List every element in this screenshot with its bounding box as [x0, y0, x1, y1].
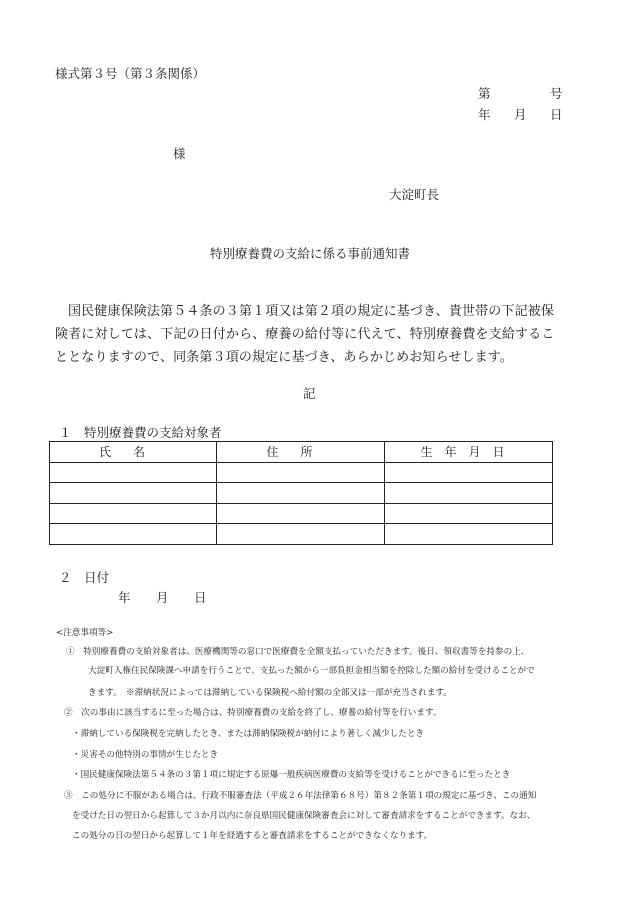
notes-heading: <注意事項等> — [56, 628, 114, 638]
note-line: ・滞納している保険税を完納したとき、または滞納保険税が納付により著しく減少したとき — [72, 729, 425, 739]
doc-number-suffix: 号 — [550, 86, 563, 101]
note-line: 大淀町人権住民保険課へ申請を行うことで、支払った額から一部負担金相当額を控除した額の給付を受けることがで — [88, 666, 535, 676]
date-month: 月 — [514, 107, 527, 122]
note-line: ② 次の事由に該当するに至った場合は、特別療養費の支給を終了し、療養の給付等を行います。 — [64, 708, 442, 718]
table-row — [50, 503, 553, 524]
note-line: この処分の日の翌日から起算して１年を経過すると審査請求をすることができなくなります。 — [72, 831, 433, 841]
column-header-address: 住所 — [217, 442, 385, 463]
note-line: ・国民健康保険法第５４条の３第１項に規定する原爆一般疾病医療費の支給等を受けることができるに至ったとき — [72, 770, 511, 780]
table-cell — [385, 462, 553, 483]
table-cell — [385, 503, 553, 524]
table-cell — [50, 524, 217, 545]
section2-date-day: 日 — [194, 590, 207, 605]
table-cell — [50, 503, 217, 524]
table-cell — [217, 524, 385, 545]
table-row — [50, 524, 553, 545]
section2-heading: ２ 日付 — [59, 570, 110, 585]
beneficiary-table — [49, 441, 553, 545]
column-header-name: 氏名 — [50, 442, 217, 463]
table-cell — [385, 524, 553, 545]
column-header-birthdate: 生年月日 — [385, 442, 553, 463]
table-header-row — [50, 442, 553, 463]
table-row — [50, 462, 553, 483]
table-cell — [50, 462, 217, 483]
ki-mark: 記 — [303, 386, 316, 401]
section1-heading: １ 特別療養費の支給対象者 — [59, 425, 222, 440]
table-row — [50, 483, 553, 504]
note-line: ③ この処分に不服がある場合は、行政不服審査法（平成２６年法律第６８号）第８２条第１項の規定に基づき、この通知 — [64, 791, 537, 801]
note-line: ① 特別療養費の支給対象者は、医療機関等の窓口で医療費を全額支払っていただきます。後日、領収書等を持参の上、 — [66, 647, 530, 657]
table-cell — [217, 462, 385, 483]
sender: 大淀町長 — [389, 187, 440, 202]
body-paragraph: 国民健康保険法第５４条の３第１項又は第２項の規定に基づき、貴世帯の下記被保険者に対しては、下記の日付から、療養の給付等に代えて、特別療養費を支給することとなりますので、同条第３項の規定に基づき、あらかじめお知らせします。 — [55, 304, 555, 365]
form-number: 様式第３号（第３条関係） — [55, 66, 206, 81]
table-cell — [217, 483, 385, 504]
section2-date-year: 年 — [118, 590, 131, 605]
note-line: きます。 ※滞納状況によっては滞納している保険税へ給付額の全部又は一部が充当されます。 — [88, 688, 452, 698]
document-title: 特別療養費の支給に係る事前通知書 — [210, 246, 411, 261]
doc-number-prefix: 第 — [478, 86, 491, 101]
table-cell — [217, 503, 385, 524]
section2-date-month: 月 — [156, 590, 169, 605]
date-year: 年 — [478, 107, 491, 122]
note-line: を受けた日の翌日から起算して３か月以内に奈良県国民健康保険審査会に対して審査請求をすることができます。なお、 — [72, 811, 536, 821]
note-line: ・災害その他特別の事情が生じたとき — [72, 750, 219, 760]
date-day: 日 — [550, 107, 563, 122]
addressee-suffix: 様 — [173, 146, 186, 161]
table-cell — [50, 483, 217, 504]
table-cell — [385, 483, 553, 504]
